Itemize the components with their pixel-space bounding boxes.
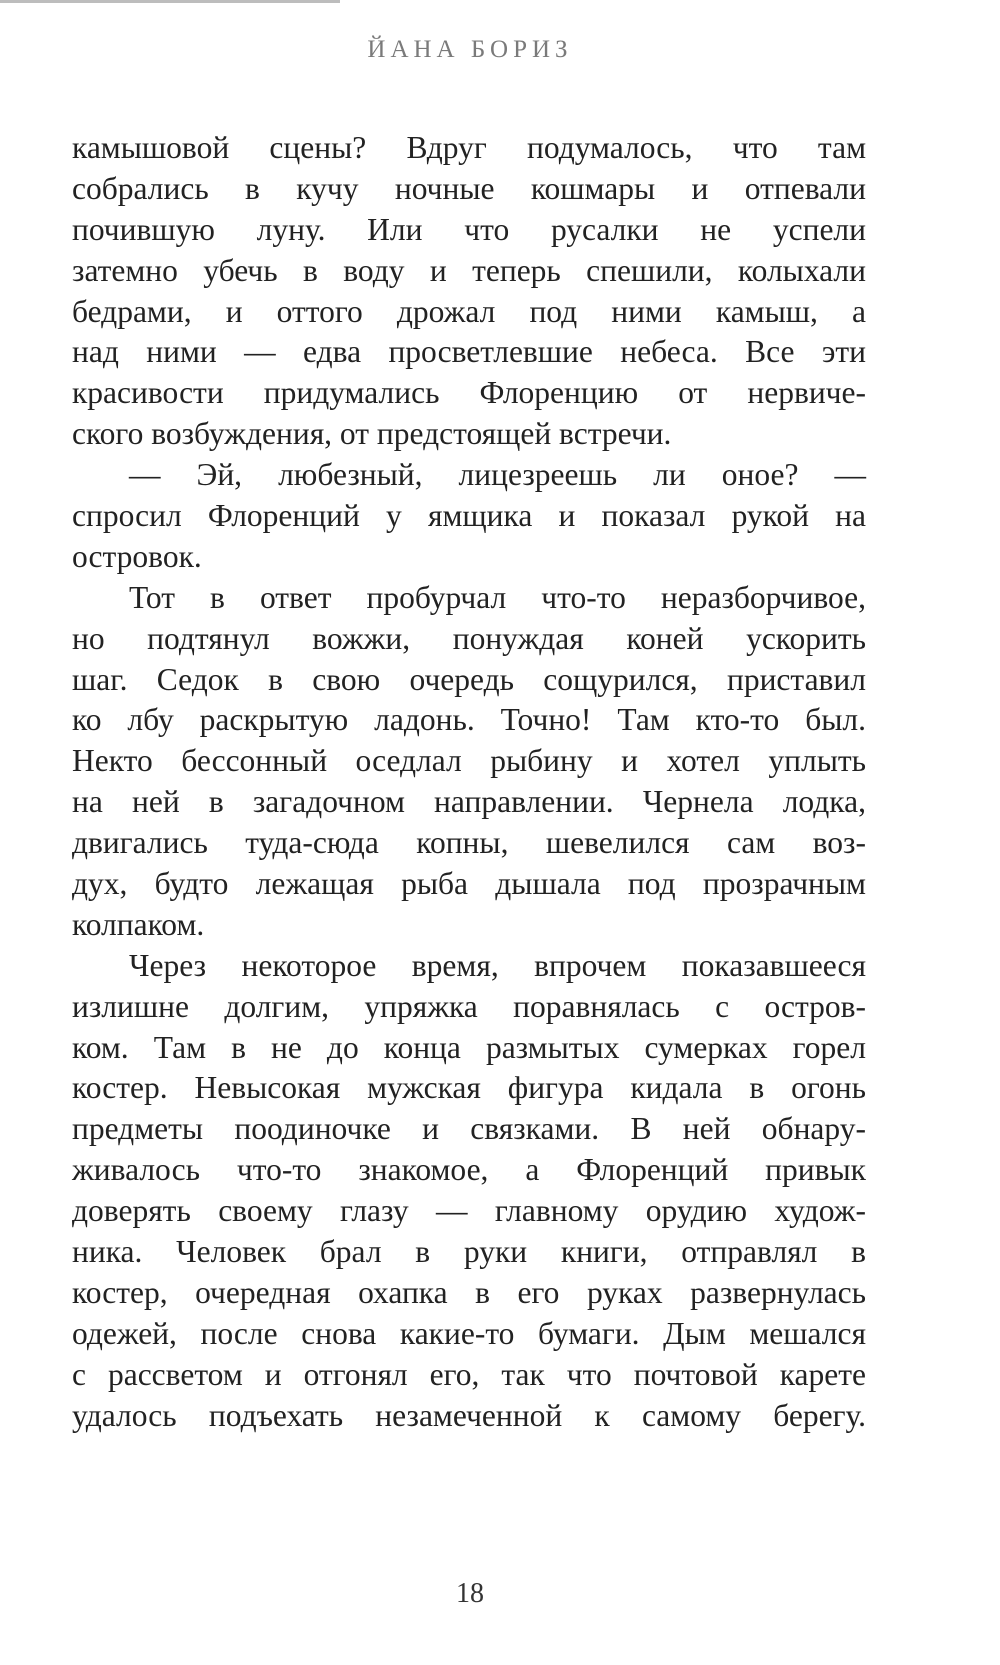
text-line: на ней в загадочном направлении. Чернела лодка,: [72, 784, 866, 820]
text-line: спросил Флоренций у ямщика и показал рукой на: [72, 498, 866, 534]
text-line: колпаком.: [72, 906, 205, 942]
text-line: ко лбу раскрытую ладонь. Точно! Там кто-то был.: [72, 702, 866, 738]
text-line: костер, очередная охапка в его руках развернулась: [72, 1274, 866, 1310]
text-line: затемно убечь в воду и теперь спешили, колыхали: [72, 252, 866, 288]
text-line: бедрами, и оттого дрожал под ними камыш, а: [72, 293, 866, 329]
text-line: дух, будто лежащая рыба дышала под прозрачным: [72, 866, 866, 902]
text-line: излишне долгим, упряжка поравнялась с остров-: [72, 988, 866, 1024]
text-line: шаг. Седок в свою очередь сощурился, приставил: [72, 661, 866, 697]
text-line: собрались в кучу ночные кошмары и отпевали: [72, 170, 866, 206]
text-line: доверять своему глазу — главному орудию худож-: [72, 1193, 866, 1229]
text-line: камышовой сцены? Вдруг подумалось, что там: [72, 130, 866, 165]
text-line: но подтянул вожжи, понуждая коней ускорить: [72, 620, 866, 656]
text-line: с рассветом и отгонял его, так что почтовой карете: [72, 1356, 866, 1392]
text-line: удалось подъехать незамеченной к самому берегу.: [72, 1397, 866, 1433]
text-line: двигались туда-сюда копны, шевелился сам воз-: [72, 825, 866, 861]
page-number: 18: [456, 1578, 484, 1609]
body-text: [72, 128, 866, 1437]
text-line: ского возбуждения, от предстоящей встречи.: [72, 416, 672, 452]
text-line: над ними — едва просветлевшие небеса. Все эти: [72, 334, 866, 370]
text-line: костер. Невысокая мужская фигура кидала в огонь: [72, 1070, 866, 1106]
text-line: почившую луну. Или что русалки не успели: [72, 211, 866, 247]
text-line: красивости придумались Флоренцию от нервиче-: [72, 375, 866, 411]
text-line: Некто бессонный оседлал рыбину и хотел уплыть: [72, 743, 866, 779]
text-line: — Эй, любезный, лицезреешь ли оное? —: [129, 457, 866, 493]
text-line: живалось что-то знакомое, а Флоренций привык: [72, 1152, 866, 1188]
text-line: Тот в ответ пробурчал что-то неразборчивое,: [129, 579, 866, 615]
running-head-author: ЙАНА БОРИЗ: [367, 36, 573, 63]
text-line: одежей, после снова какие-то бумаги. Дым мешался: [72, 1315, 866, 1351]
text-line: ника. Человек брал в руки книги, отправлял в: [72, 1234, 866, 1270]
text-line: островок.: [72, 538, 202, 574]
text-line: ком. Там в не до конца размытых сумерках горел: [72, 1029, 866, 1065]
top-rule: [0, 0, 340, 3]
text-line: предметы поодиночке и связками. В ней обнару-: [72, 1111, 866, 1147]
text-line: Через некоторое время, впрочем показавшееся: [129, 947, 866, 983]
